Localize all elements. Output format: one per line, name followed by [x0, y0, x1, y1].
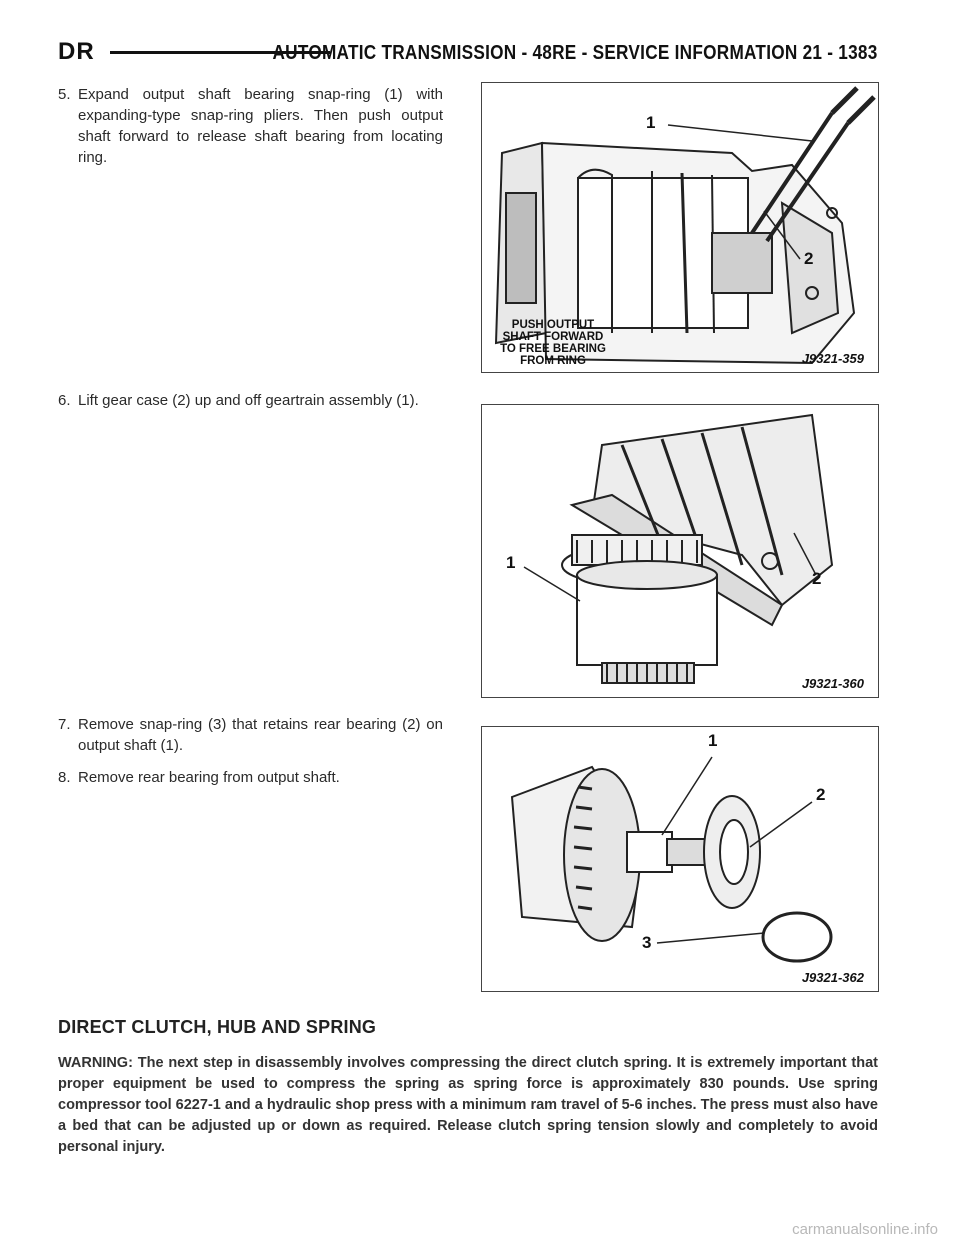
- header-model-code: DR: [58, 38, 95, 65]
- step-number: 7.: [58, 716, 71, 733]
- figure-note: PUSH OUTPUT SHAFT FORWARD TO FREE BEARING FROM RING: [500, 319, 606, 367]
- step-text: Remove rear bearing from output shaft.: [78, 769, 340, 786]
- figure-3-illustration: [482, 727, 878, 991]
- figure-rear-bearing-removal: [481, 726, 879, 992]
- header-section-title: AUTOMATIC TRANSMISSION - 48RE - SERVICE INFORMATION 21 - 1383: [272, 42, 878, 64]
- step-text: Expand output shaft bearing snap-ring (1) with expanding-type snap-ring pliers. Then push output shaft forward to release shaft bearing from locating ring.: [78, 86, 443, 166]
- step-number: 8.: [58, 769, 71, 786]
- figure-2-illustration: [482, 405, 878, 697]
- step-7: [58, 714, 443, 756]
- warning-paragraph: WARNING: The next step in disassembly involves compressing the direct clutch spring. It is extremely important that proper equipment be used to compress the spring as spring force is approximately 830 pounds. Use spring compressor tool 6227-1 and a hydraulic shop press with a minimum ram travel of 5-6 inches. The press must also have a bed that can be adjusted up or down as required. Release clutch spring tension slowly and completely to avoid personal injury.: [58, 1055, 878, 1155]
- callout-2: 2: [816, 785, 826, 804]
- figure-id: J9321-360: [801, 676, 864, 691]
- figure-id: J9321-359: [801, 351, 864, 366]
- watermark-link[interactable]: carmanualsonline.info: [792, 1221, 938, 1238]
- figure-output-shaft-snap-ring: [481, 82, 879, 373]
- figure-gear-case-removal: [481, 404, 879, 698]
- step-text: Remove snap-ring (3) that retains rear bearing (2) on output shaft (1).: [78, 716, 443, 754]
- step-5: [58, 84, 443, 168]
- callout-1: 1: [708, 731, 718, 750]
- section-title: DIRECT CLUTCH, HUB AND SPRING: [58, 1017, 377, 1037]
- callout-1: 1: [506, 553, 516, 572]
- callout-2: 2: [812, 569, 822, 588]
- step-text: Lift gear case (2) up and off geartrain assembly (1).: [78, 392, 419, 409]
- step-number: 6.: [58, 392, 71, 409]
- page-header: [58, 38, 878, 66]
- callout-3: 3: [642, 933, 652, 952]
- callout-2: 2: [804, 249, 814, 268]
- step-8: [58, 767, 443, 788]
- callout-1: 1: [646, 113, 656, 132]
- step-number: 5.: [58, 86, 71, 103]
- figure-id: J9321-362: [801, 970, 864, 985]
- step-6: [58, 390, 443, 411]
